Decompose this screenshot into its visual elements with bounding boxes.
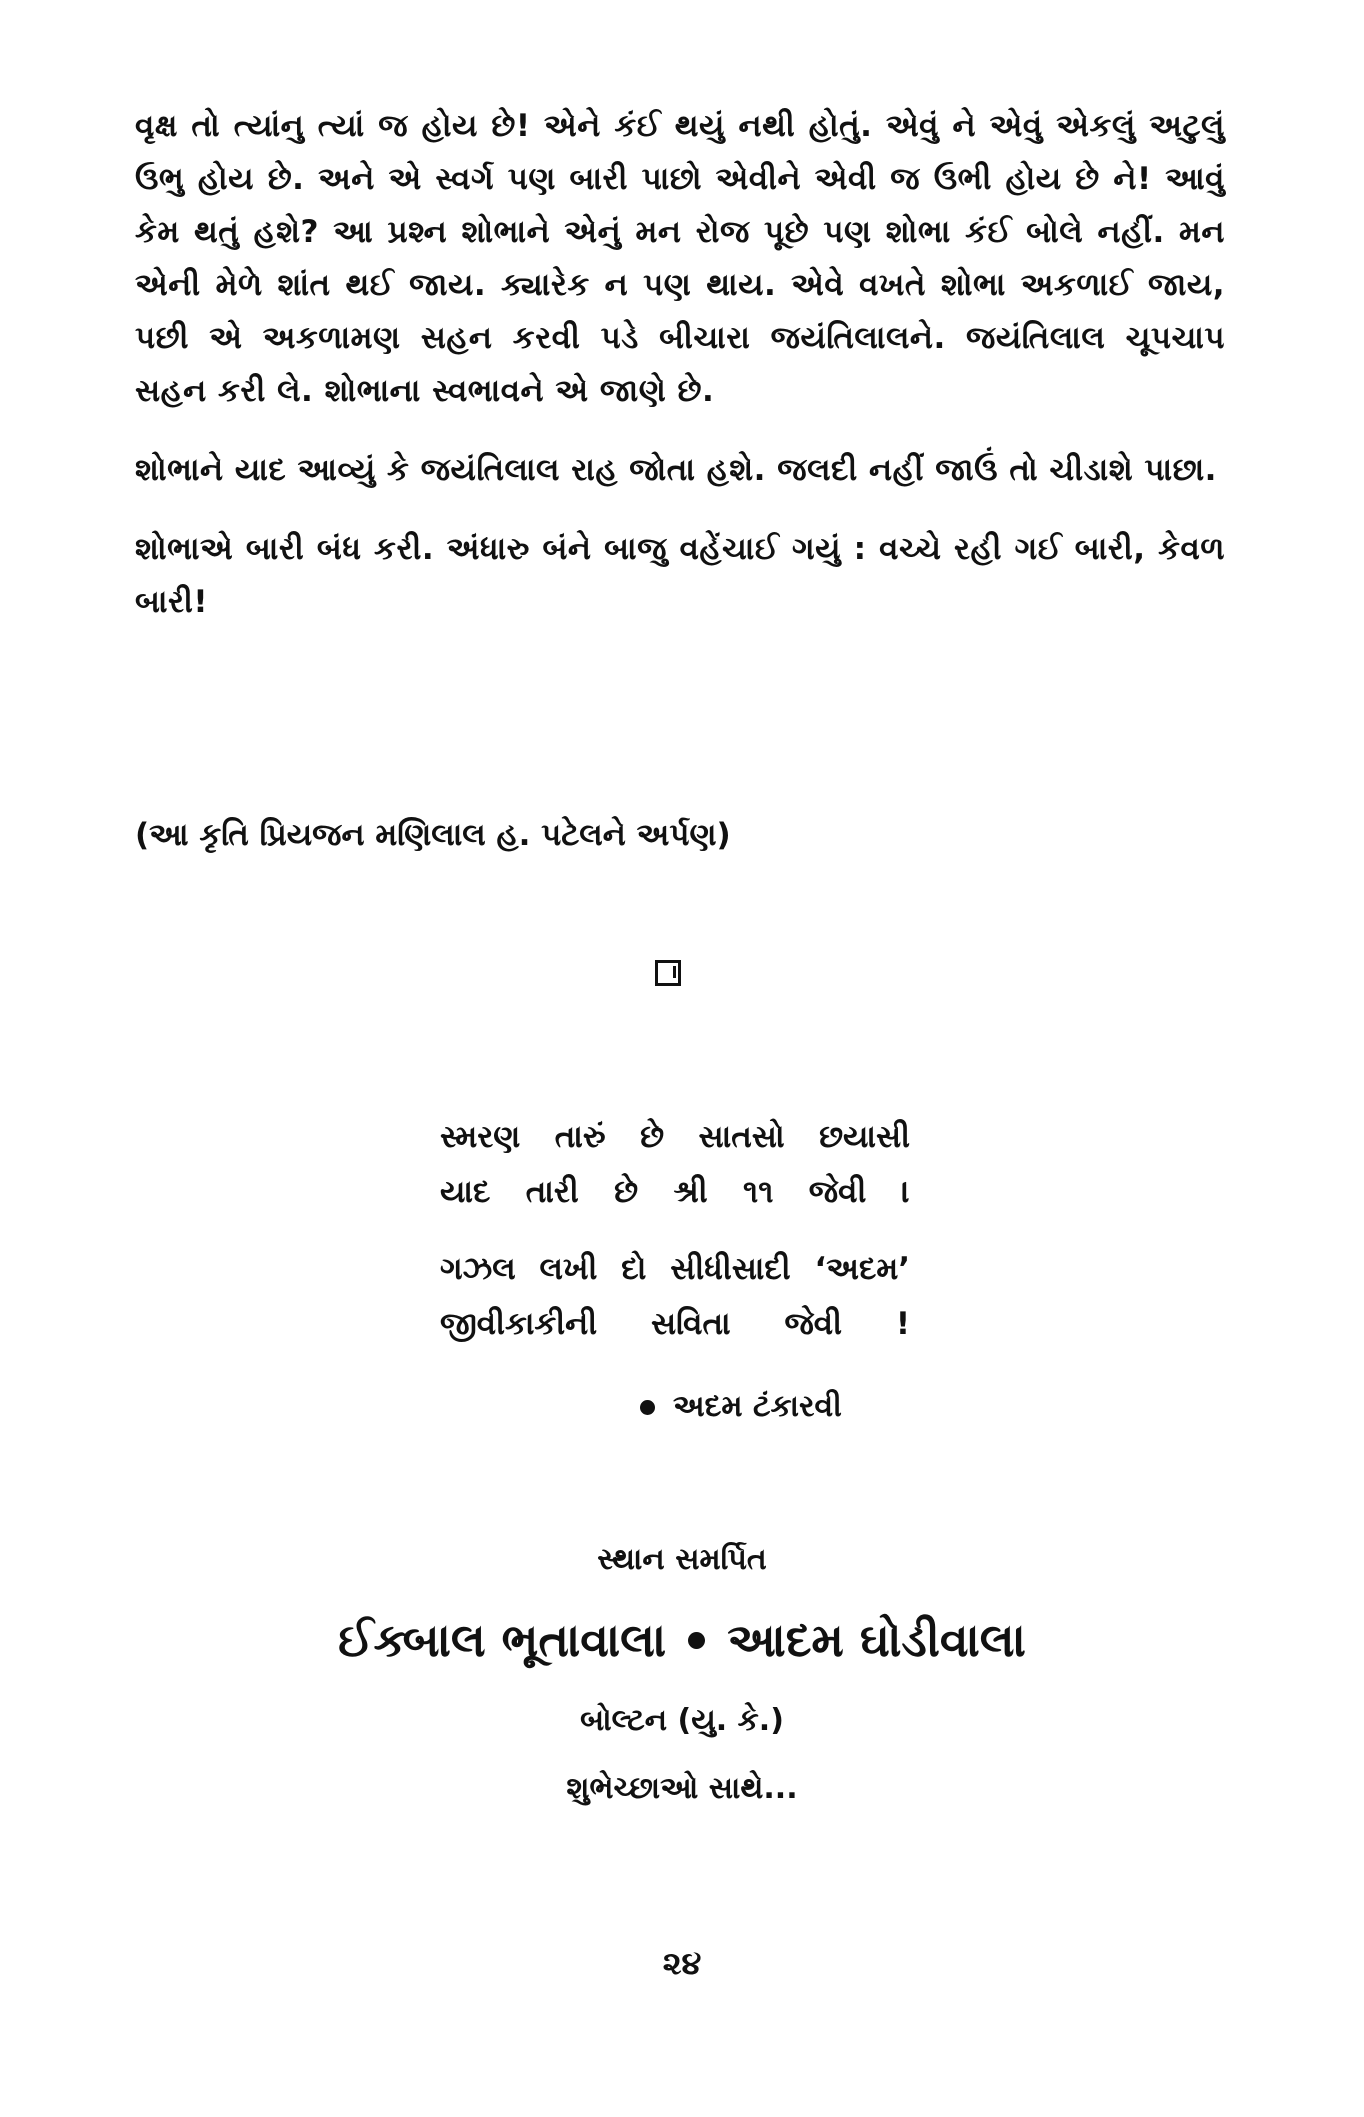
poet-name: અદમ ટંકારવી (673, 1389, 842, 1424)
sponsor-names (0, 1607, 1364, 1673)
sponsor-name: ઈક્બાલ ભૂતાવાલા (338, 1613, 667, 1667)
poem-stanza (440, 1110, 910, 1220)
dedication-note: (આ કૃતિ પ્રિયજન મણિલાલ હ. પટેલને અર્પણ) (135, 817, 731, 853)
sponsor-name: આદમ ઘોડીવાલા (727, 1613, 1026, 1667)
bullet-icon (640, 1400, 655, 1415)
story-paragraph: વૃક્ષ તો ત્યાંનુ ત્યાં જ હોય છે! એને કંઈ થયું નથી હોતું. એવું ને એવું એકલું અટુલું ઉભુ હોય છે. અને એ સ્વર્ગ પણ બારી પાછો એવીને એવી જ ઉભી હોય છે ને! આવું કેમ થતું હશે? આ પ્રશ્ન શોભાને એનું મન રોજ પૂછે પણ શોભા કંઈ બોલે નહીં. મન એની મેળે શાંત થઈ જાય. ક્યારેક ન પણ થાય. એવે વખતે શોભા અકળાઈ જાય, પછી એ અકળામણ સહન કરવી પડે બીચારા જયંતિલાલને. જયંતિલાલ ચૂપચાપ સહન કરી લે. શોભાના સ્વભાવને એ જાણે છે. (135, 108, 1225, 409)
story-text (135, 100, 1225, 655)
poet-credit (640, 1382, 842, 1432)
bullet-icon (688, 1632, 705, 1649)
sponsor-block (0, 1535, 1364, 1813)
section-divider-icon (655, 960, 681, 986)
poem-line: જીવીકાકીની સવિતા જેવી ! (440, 1306, 910, 1342)
poem-stanza (440, 1242, 910, 1352)
sponsor-wishes: શુભેચ્છાઓ સાથે... (566, 1771, 798, 1806)
story-paragraph: શોભાએ બારી બંધ કરી. અંધારુ બંને બાજુ વહેંચાઈ ગયું : વચ્ચે રહી ગઈ બારી, કેવળ બારી! (135, 531, 1225, 620)
page-number: ૨૪ (662, 1944, 702, 1982)
poem (440, 1110, 910, 1374)
story-paragraph: શોભાને યાદ આવ્યું કે જયંતિલાલ રાહ જોતા હશે. જલદી નહીં જાઉં તો ચીડાશે પાછા. (135, 452, 1217, 488)
poem-line: ગઝલ લખી દો સીધીસાદી ‘અદમ’ (440, 1251, 910, 1287)
poem-line: સ્મરણ તારું છે સાતસો છયાસી (440, 1119, 910, 1155)
sponsor-place: બોલ્ટન (યુ. કે.) (580, 1703, 784, 1738)
poem-line: યાદ તારી છે શ્રી ૧૧ જેવી । (440, 1174, 910, 1210)
sponsor-label: સ્થાન સમર્પિત (597, 1542, 767, 1577)
